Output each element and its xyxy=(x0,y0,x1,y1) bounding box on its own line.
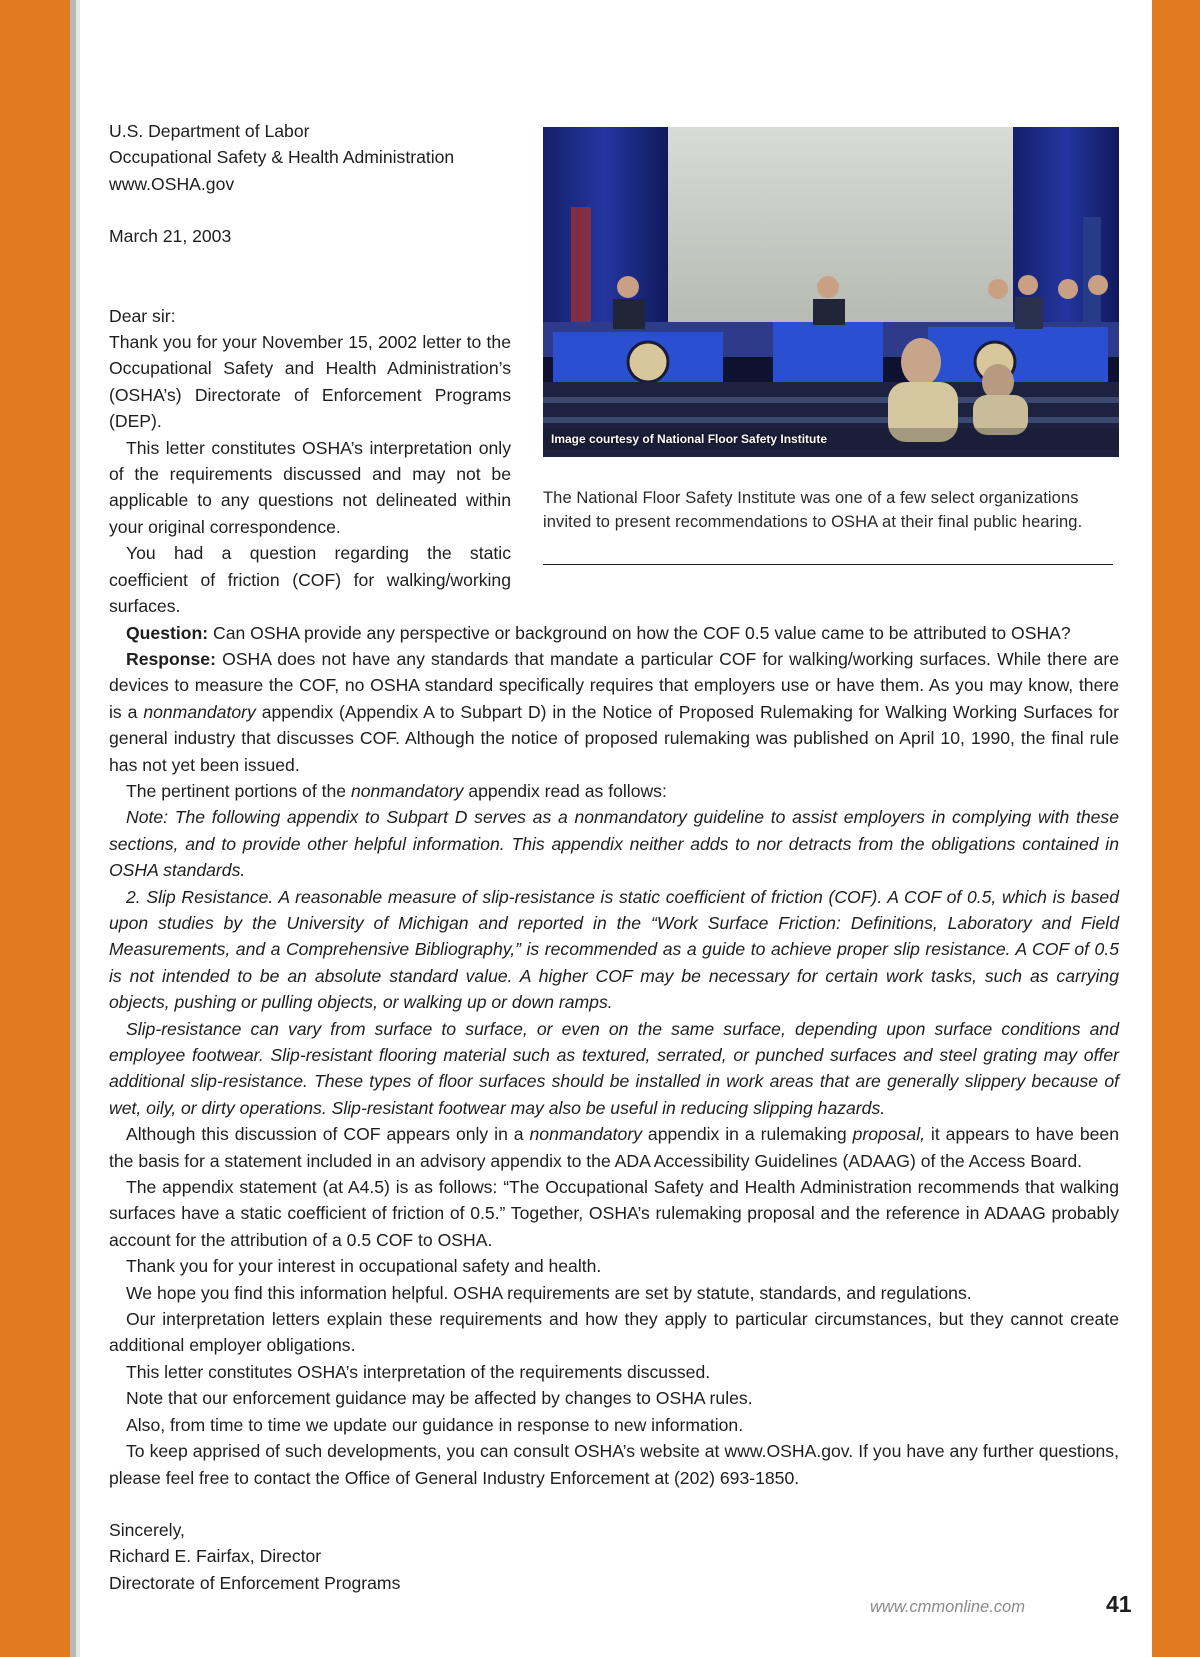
paragraph-response xyxy=(109,646,1119,778)
paragraph-slip-resistance: 2. Slip Resistance. A reasonable measure of slip-resistance is static coefficient of friction (COF). A COF of 0.5, which is based upon studies by the University of Michigan and reported in the “Work Surface Friction: Definitions, Laboratory and Field Measurements, and a Comprehensive Bibliography,” is recommended as a guide to achieve proper slip resistance. A COF of 0.5 is not intended to be an absolute standard value. A higher COF may be necessary for certain work tasks, such as carrying objects, pushing or pulling objects, or walking up or down ramps. xyxy=(109,886,1119,1013)
paragraph-although xyxy=(109,1121,1119,1174)
response-nonmandatory: nonmandatory xyxy=(143,701,256,722)
letter-date: March 21, 2003 xyxy=(109,226,232,247)
although-nonmandatory: nonmandatory xyxy=(529,1124,642,1145)
figure xyxy=(543,127,1119,579)
agency: U.S. Department of Labor xyxy=(109,121,310,141)
signer: Richard E. Fairfax, Director xyxy=(109,1546,322,1567)
pertinent-text-a: The pertinent portions of the xyxy=(126,780,351,801)
page-number: 41 xyxy=(1106,1591,1132,1617)
salutation: Dear sir: xyxy=(109,305,176,326)
although-text-c: it appears to have been the basis for a statement included in an advisory appendix to the ADA Accessibility Guidelines (ADAAG) of the Access Board. xyxy=(109,1124,1119,1171)
hearing-photo xyxy=(543,127,1119,457)
paragraph-hope: We hope you find this information helpful. OSHA requirements are set by statute, standards, and regulations. xyxy=(126,1282,972,1303)
paragraph-appendix-statement: The appendix statement (at A4.5) is as follows: “The Occupational Safety and Health Administration recommends that walking surfaces have a static coefficient of friction of 0.5.” Together, OSHA’s rulemaking proposal and the reference in ADAAG probably account for the attribution of a 0.5 COF to OSHA. xyxy=(109,1177,1119,1250)
paragraph-question xyxy=(109,620,1119,646)
paragraph-thanks-letter: Thank you for your November 15, 2002 letter to the Occupational Safety and Health Administration’s (OSHA’s) Directorate of Enforcement Programs (DEP). xyxy=(109,332,511,432)
paragraph-thanks: Thank you for your interest in occupational safety and health. xyxy=(126,1256,602,1277)
response-text-a: OSHA does not have any standards that mandate a particular COF for walking/working surfaces. While there are devices to measure the COF, no OSHA standard specifically requires that employers use or have them. As you may know, there is a xyxy=(109,648,1119,722)
hearing-photo-illustration xyxy=(543,127,1119,457)
pertinent-text-b: appendix read as follows: xyxy=(463,780,667,801)
response-label: Response: xyxy=(126,648,216,669)
figure-rule xyxy=(543,564,1113,565)
paragraph-interpretation-only: This letter constitutes OSHA’s interpretation only of the requirements discussed and may not be applicable to any questions not delineated within your original correspondence. xyxy=(109,437,511,537)
paragraph-appendix-note: Note: The following appendix to Subpart D serves as a nonmandatory guideline to assist employers in complying with these sections, and to provide other helpful information. This appendix neither adds to nor detracts from the obligations contained in OSHA standards. xyxy=(109,807,1119,881)
paragraph-pertinent xyxy=(109,778,1119,804)
letter-content xyxy=(109,118,1119,1596)
paragraph-interpretation-letters: Our interpretation letters explain these requirements and how they apply to particular circumstances, but they cannot create additional employer obligations. xyxy=(109,1309,1119,1356)
pertinent-nonmandatory: nonmandatory xyxy=(350,780,464,801)
question-label: Question: xyxy=(126,622,209,643)
photo-credit: Image courtesy of National Floor Safety Institute xyxy=(551,432,828,446)
gutter-rule xyxy=(70,0,80,1657)
paragraph-guidance: Note that our enforcement guidance may be affected by changes to OSHA rules. xyxy=(126,1388,753,1409)
website: www.OSHA.gov xyxy=(109,173,235,194)
although-proposal: proposal, xyxy=(852,1124,925,1145)
paragraph-slip-vary: Slip-resistance can vary from surface to surface, or even on the same surface, depending upon surface conditions and employee footwear. Slip-resistant flooring material such as textured, serrated, or punched surfaces and steel grating may offer additional slip-resistance. These types of floor surfaces should be installed in work areas that are generally slippery because of wet, oily, or dirty operations. Slip-resistant footwear may also be useful in reducing slipping hazards. xyxy=(109,1018,1119,1118)
administration: Occupational Safety & Health Administration xyxy=(109,147,455,168)
paragraph-question-cof: You had a question regarding the static coefficient of friction (COF) for walking/working surfaces. xyxy=(109,543,511,617)
paragraph-keep-apprised: To keep apprised of such developments, you can consult OSHA’s website at www.OSHA.gov. If you have any further questions, please feel free to contact the Office of General Industry Enforcement at (202) 693-1850. xyxy=(109,1441,1119,1488)
response-text-b: appendix (Appendix A to Subpart D) in the Notice of Proposed Rulemaking for Walking Working Surfaces for general industry that discusses COF. Although the notice of proposed rulemaking was published on April 10, 1990, the final rule has not yet been issued. xyxy=(109,701,1119,775)
closing: Sincerely, xyxy=(109,1519,185,1540)
paragraph-constitutes: This letter constitutes OSHA’s interpretation of the requirements discussed. xyxy=(126,1361,711,1382)
although-text-b: appendix in a rulemaking xyxy=(642,1124,853,1145)
signer-office: Directorate of Enforcement Programs xyxy=(109,1572,401,1593)
footer-url[interactable]: www.cmmonline.com xyxy=(870,1598,1025,1616)
although-text-a: Although this discussion of COF appears only in a xyxy=(126,1124,530,1145)
question-text: Can OSHA provide any perspective or background on how the COF 0.5 value came to be attributed to OSHA? xyxy=(208,622,1071,643)
figure-caption: The National Floor Safety Institute was one of a few select organizations invited to present recommendations to OSHA at their final public hearing. xyxy=(543,489,1083,531)
paragraph-update: Also, from time to time we update our guidance in response to new information. xyxy=(126,1414,744,1435)
